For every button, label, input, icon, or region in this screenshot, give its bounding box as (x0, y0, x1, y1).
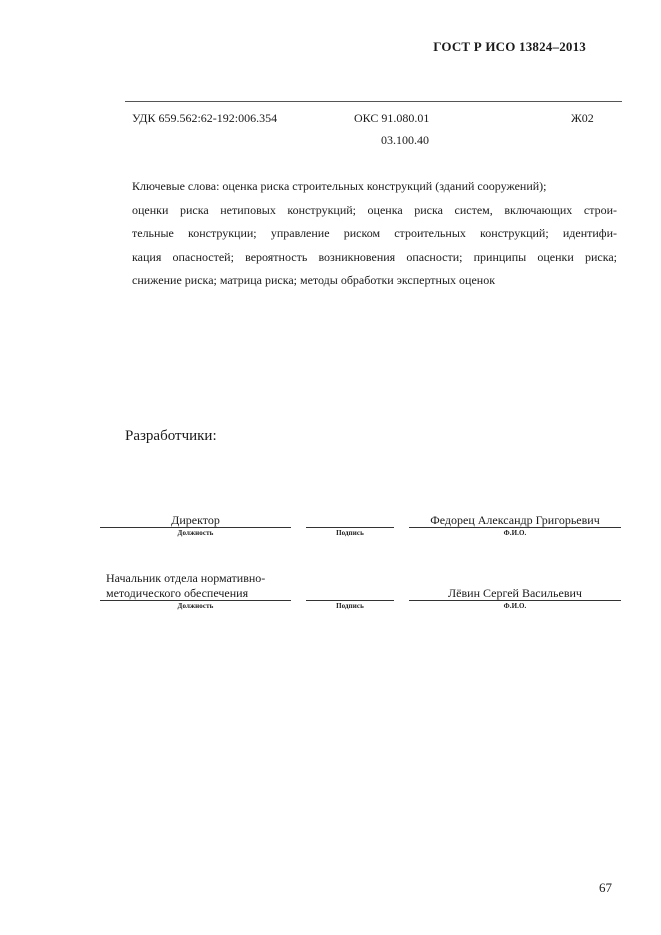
standard-designation: ГОСТ Р ИСО 13824–2013 (433, 39, 586, 54)
signature-caption: Подпись (336, 602, 364, 610)
keywords-line: оценки риска нетиповых конструкций; оценка риска систем, включающих строи- (132, 202, 617, 217)
name-value: Лёвин Сергей Васильевич (448, 586, 582, 600)
position-value-line1: Начальник отдела нормативно- (106, 571, 266, 585)
keywords-line: Ключевые слова: оценка риска строительных конструкций (зданий сооружений); (132, 179, 547, 193)
position-underline (100, 527, 291, 528)
name-underline (409, 600, 621, 601)
keywords-line: тельные конструкции; управление риском строительных конструкций; идентифи- (132, 226, 617, 240)
classifier-code: Ж02 (571, 111, 594, 125)
keywords-line: кация опасностей; вероятность возникновения опасности; принципы оценки риска; (132, 249, 617, 264)
keywords-line: снижение риска; матрица риска; методы обработки экспертных оценок (132, 273, 496, 287)
signature-underline (306, 600, 394, 601)
page-number: 67 (599, 880, 612, 895)
signature-underline (306, 527, 394, 528)
name-caption: Ф.И.О. (503, 602, 527, 610)
name-underline (409, 527, 621, 528)
oks-code-2: 03.100.40 (381, 133, 429, 147)
keywords-paragraph (132, 175, 617, 293)
position-underline (100, 600, 291, 601)
signature-caption: Подпись (336, 529, 364, 537)
header-rule (125, 101, 622, 102)
position-value-line2: методического обеспечения (106, 586, 249, 600)
oks-code-1: ОКС 91.080.01 (354, 111, 430, 125)
udk-code: УДК 659.562:62-192:006.354 (132, 111, 278, 125)
name-caption: Ф.И.О. (503, 529, 527, 537)
position-caption: Должность (177, 529, 214, 537)
name-value: Федорец Александр Григорьевич (430, 513, 600, 527)
developers-heading: Разработчики: (125, 428, 217, 444)
position-caption: Должность (177, 602, 214, 610)
position-value: Директор (171, 513, 220, 527)
